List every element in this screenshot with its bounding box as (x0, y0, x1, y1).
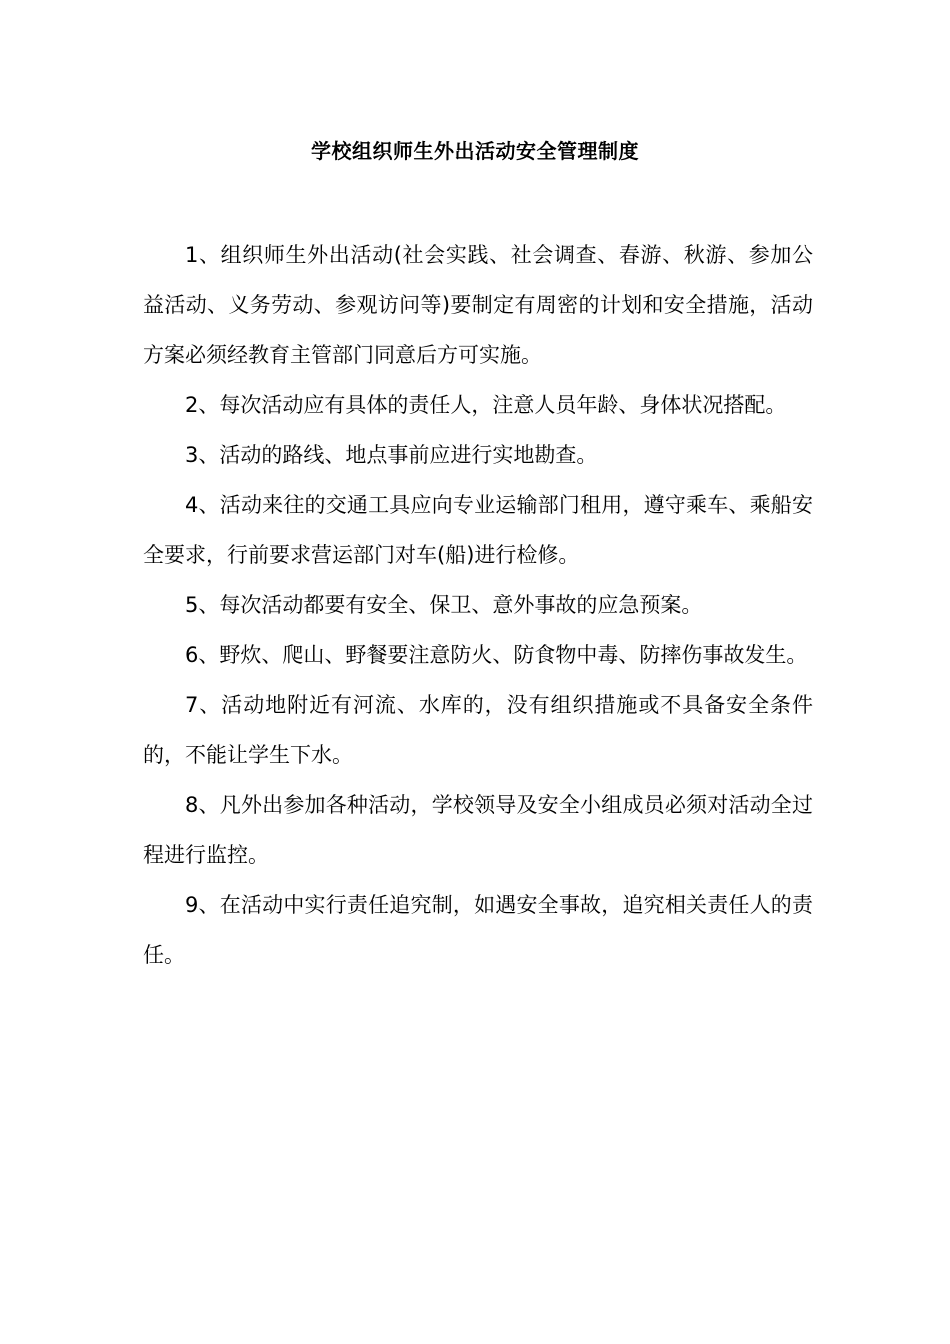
rule-paragraph-8: 8、凡外出参加各种活动，学校领导及安全小组成员必须对活动全过程进行监控。 (143, 793, 813, 867)
rule-paragraph-1: 1、组织师生外出活动(社会实践、社会调查、春游、秋游、参加公益活动、义务劳动、参观访问等)要制定有周密的计划和安全措施，活动方案必须经教育主管部门同意后方可实施。 (143, 243, 813, 367)
document-body (143, 230, 813, 980)
rule-paragraph-9: 9、在活动中实行责任追究制，如遇安全事故，追究相关责任人的责任。 (143, 893, 813, 967)
document-title: 学校组织师生外出活动安全管理制度 (311, 139, 639, 163)
rule-paragraph-7: 7、活动地附近有河流、水库的，没有组织措施或不具备安全条件的，不能让学生下水。 (143, 693, 813, 767)
rule-paragraph-6: 6、野炊、爬山、野餐要注意防火、防食物中毒、防摔伤事故发生。 (185, 643, 808, 667)
rule-paragraph-5: 5、每次活动都要有安全、保卫、意外事故的应急预案。 (185, 593, 703, 617)
rule-paragraph-4: 4、活动来往的交通工具应向专业运输部门租用，遵守乘车、乘船安全要求，行前要求营运部门对车(船)进行检修。 (143, 493, 813, 567)
rule-paragraph-3: 3、活动的路线、地点事前应进行实地勘查。 (185, 443, 598, 467)
rule-paragraph-2: 2、每次活动应有具体的责任人，注意人员年龄、身体状况搭配。 (185, 393, 787, 417)
